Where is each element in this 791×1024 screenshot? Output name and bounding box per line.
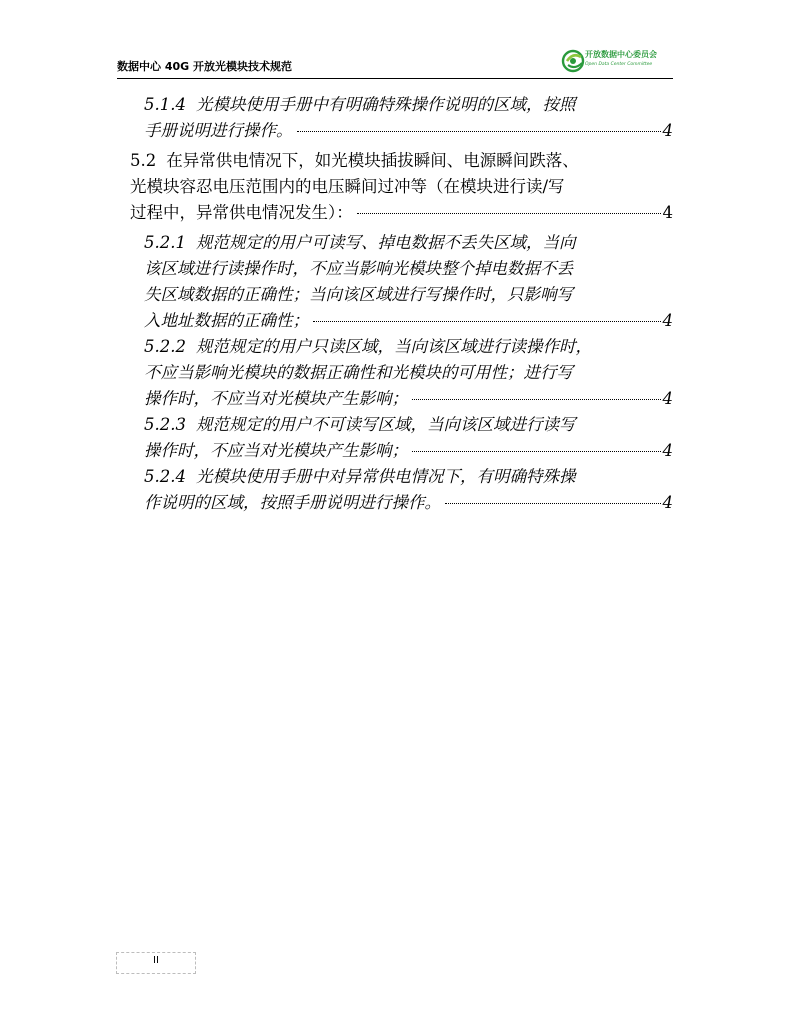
page-header <box>117 44 673 79</box>
toc-text: 操作时，不应当对光模块产生影响； <box>144 389 408 408</box>
logo-text-en: Open Data Center Committee <box>585 62 653 67</box>
toc-entry-5-2-2[interactable] <box>144 334 673 412</box>
dot-leader <box>357 213 661 214</box>
toc-text: 入地址数据的正确性； <box>144 311 309 330</box>
toc-text: 在异常供电情况下，如光模块插拔瞬间、电源瞬间跌落、 <box>166 151 579 170</box>
toc-entry-5-1-4[interactable] <box>144 92 673 144</box>
dot-leader <box>297 131 661 132</box>
logo-text-cn: 开放数据中心委员会 <box>585 50 657 59</box>
toc-number: 5.2.2 <box>144 337 186 356</box>
toc-entry-5-2-1[interactable] <box>144 230 673 334</box>
toc-page-number: 4 <box>662 121 673 140</box>
toc-page-number: 4 <box>662 389 673 408</box>
toc-text: 失区域数据的正确性；当向该区域进行写操作时，只影响写 <box>144 285 573 304</box>
dot-leader <box>412 451 661 452</box>
toc-entry-5-2-3[interactable] <box>144 412 673 464</box>
page-number: II <box>153 955 159 966</box>
odcc-logo <box>561 48 673 74</box>
toc-page-number: 4 <box>662 311 673 330</box>
odcc-logo-icon <box>561 48 587 74</box>
toc-text: 规范规定的用户可读写、掉电数据不丢失区域，当向 <box>195 233 576 252</box>
toc-text: 操作时，不应当对光模块产生影响； <box>144 441 408 460</box>
toc-text: 光模块使用手册中对异常供电情况下，有明确特殊操 <box>195 467 576 486</box>
toc-text: 手册说明进行操作。 <box>144 121 293 140</box>
toc-text: 光模块使用手册中有明确特殊操作说明的区域，按照 <box>195 95 576 114</box>
dot-leader <box>445 503 661 504</box>
toc-number: 5.2.1 <box>144 233 186 252</box>
toc-number: 5.2.4 <box>144 467 186 486</box>
toc-page-number: 4 <box>662 441 673 460</box>
toc-entry-5-2-4[interactable] <box>144 464 673 516</box>
toc-text: 规范规定的用户不可读写区域，当向该区域进行读写 <box>195 415 576 434</box>
toc-number: 5.2 <box>130 151 157 170</box>
toc-page-number: 4 <box>662 203 673 222</box>
toc-text: 作说明的区域，按照手册说明进行操作。 <box>144 493 441 512</box>
document-title: 数据中心 40G 开放光模块技术规范 <box>117 60 292 73</box>
toc-text: 光模块容忍电压范围内的电压瞬间过冲等（在模块进行读/写 <box>130 177 565 196</box>
toc-text: 该区域进行读操作时，不应当影响光模块整个掉电数据不丢 <box>144 259 573 278</box>
toc-text: 不应当影响光模块的数据正确性和光模块的可用性；进行写 <box>144 363 573 382</box>
page-footer <box>116 952 196 974</box>
toc-number: 5.1.4 <box>144 95 186 114</box>
toc-page-number: 4 <box>662 493 673 512</box>
toc-entry-5-2[interactable] <box>130 148 673 226</box>
toc-text: 规范规定的用户只读区域，当向该区域进行读操作时， <box>195 337 592 356</box>
toc-number: 5.2.3 <box>144 415 186 434</box>
toc-text: 过程中，异常供电情况发生）： <box>130 203 353 222</box>
dot-leader <box>313 321 661 322</box>
dot-leader <box>412 399 661 400</box>
